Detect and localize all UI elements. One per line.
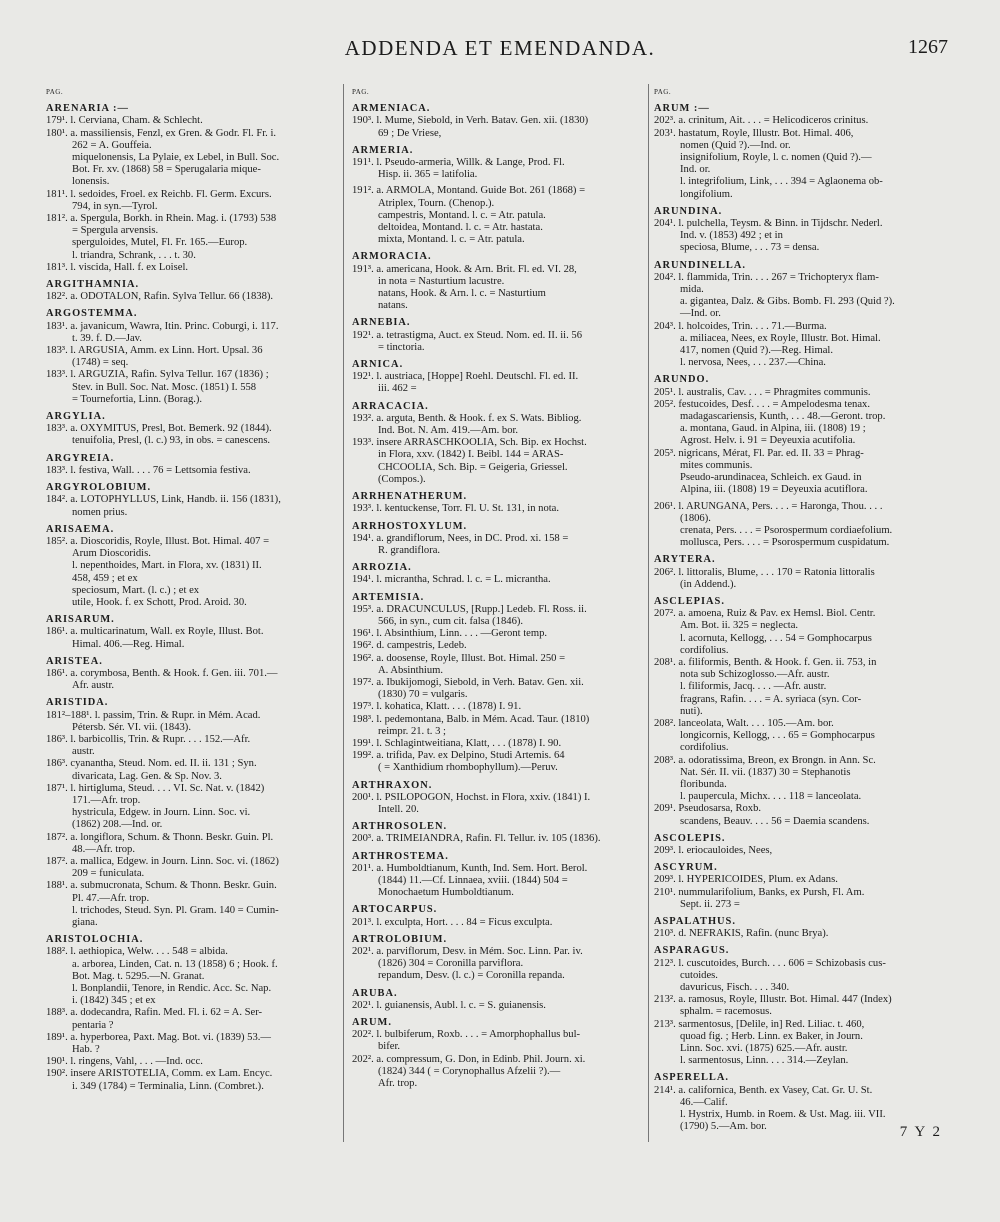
entry-section xyxy=(352,491,644,515)
entry-line: sperguloides, Mutel, Fl. Fr. 165.—Europ. xyxy=(72,237,248,249)
entry-line: 183³. l. ARGUSIA, Amm. ex Linn. Hort. Upsal. 36 xyxy=(46,345,263,357)
entry-line: 210³. d. NEFRAKIS, Rafin. (nunc Brya). xyxy=(654,928,829,940)
genus-heading: ARGYROLOBIUM. xyxy=(46,482,152,494)
entry-line: deltoidea, Montand. l. c. = Atr. hastata. xyxy=(378,222,543,234)
entry-line: campestris, Montand. l. c. = Atr. patula. xyxy=(378,209,546,221)
genus-heading: ARROZIA. xyxy=(352,562,412,574)
column-rule xyxy=(648,84,649,1142)
entry-line: (1862) 208.—Ind. or. xyxy=(72,819,163,831)
entry-line: in nota = Nasturtium lacustre. xyxy=(378,275,505,287)
entry-line: divaricata, Lag. Gen. & Sp. Nov. 3. xyxy=(72,770,222,782)
entry-line: Bot. Mag. t. 5295.—N. Granat. xyxy=(72,970,205,982)
entry-line: 187¹. l. hirtigluma, Steud. . . . VI. Sc. Nat. v. (1842) xyxy=(46,782,265,794)
entry-line: 210¹. nummularifolium, Banks, ex Pursh, Fl. Am. xyxy=(654,886,865,898)
entry-line: 194¹. l. micrantha, Schrad. l. c. = L. micrantha. xyxy=(352,574,551,586)
entry-line: A. Absinthium. xyxy=(378,664,444,676)
entry-section xyxy=(352,592,644,775)
entry-section xyxy=(352,401,644,486)
entry-line: nomen (Quid ?).—Ind. or. xyxy=(680,139,791,151)
entry-line: 196². d. campestris, Ledeb. xyxy=(352,640,467,652)
entry-line: Pl. 47.—Afr. trop. xyxy=(72,892,150,904)
entry-line: Pseudo-arundinacea, Schleich. ex Gaud. in xyxy=(680,472,862,484)
entry-section xyxy=(352,145,644,182)
entry-line: Intell. 20. xyxy=(378,803,419,815)
entry-line: fragrans, Rafin. . . . = A. syriaca (syn. Cor- xyxy=(680,693,862,705)
entry-line: i. (1842) 345 ; et ex xyxy=(72,995,156,1007)
entry-line: 190¹. l. ringens, Vahl, . . . —Ind. occ. xyxy=(46,1056,203,1068)
entry-line: 209¹. Pseudosarsa, Roxb. xyxy=(654,803,762,815)
entry-line: Afr. austr. xyxy=(72,680,115,692)
genus-heading: ARTROLOBIUM. xyxy=(352,933,448,945)
entry-section xyxy=(654,554,954,591)
entry-line: 189¹. a. hyperborea, Paxt. Mag. Bot. vi. (1839) 53.— xyxy=(46,1031,272,1043)
genus-heading: ARUM :— xyxy=(654,103,710,115)
column-3 xyxy=(654,86,954,1166)
entry-section xyxy=(46,934,336,1093)
entry-line: = Spergula arvensis. xyxy=(72,225,159,237)
column-2 xyxy=(352,86,644,1166)
entry-line: 214¹. a. californica, Benth. ex Vasey, Cat. Gr. U. St. xyxy=(654,1084,873,1096)
entry-section xyxy=(46,697,336,929)
entry-line: l. Hystrix, Humb. in Roem. & Ust. Mag. iii. VII. xyxy=(680,1109,886,1121)
entry-line: 181¹. l. sedoides, Froel. ex Reichb. Fl. Germ. Excurs. xyxy=(46,188,272,200)
entry-line: 206¹. l. ARUNGANA, Pers. . . . = Haronga, Thou. . . . xyxy=(654,500,883,512)
entry-line: a. miliacea, Nees, ex Royle, Illustr. Bot. Himal. xyxy=(680,332,881,344)
entry-line: 201³. l. exculpta, Hort. . . . 84 = Ficus exculpta. xyxy=(352,916,553,928)
entry-line: 201¹. a. Humboldtianum, Kunth, Ind. Sem. Hort. Berol. xyxy=(352,862,588,874)
entry-line: cordifolius. xyxy=(680,742,729,754)
entry-line: 262 = A. Gouffeia. xyxy=(72,139,152,151)
entry-line: 209³. l. eriocauloides, Nees, xyxy=(654,844,773,856)
entry-line: 566, in syn., cum cit. falsa (1846). xyxy=(378,615,524,627)
genus-heading: ARISTIDA. xyxy=(46,697,109,709)
entry-line: Bot. Fr. xv. (1868) 58 = Sperugalaria mique- xyxy=(72,164,261,176)
entry-line: repandum, Desv. (l. c.) = Coronilla repanda. xyxy=(378,970,565,982)
entry-line: 184². a. LOTOPHYLLUS, Link, Handb. ii. 156 (1831), xyxy=(46,494,281,506)
entry-line: utile, Hook. f. ex Schott, Prod. Aroid. 30. xyxy=(72,596,247,608)
entry-line: (1826) 304 = Coronilla parviflora. xyxy=(378,958,524,970)
genus-heading: ARMORACIA. xyxy=(352,251,432,263)
entry-line: iii. 462 = xyxy=(378,383,417,395)
entry-line: 181³. l. viscida, Hall. f. ex Loisel. xyxy=(46,261,189,273)
entry-line: 186¹. a. corymbosa, Benth. & Hook. f. Gen. iii. 701.— xyxy=(46,667,278,679)
pag-label: PAG. xyxy=(352,88,370,96)
column-rule xyxy=(343,84,344,1142)
entry-section xyxy=(352,780,644,817)
entry-line: nomen prius. xyxy=(72,506,128,518)
entry-line: 186³. cyanantha, Steud. Nom. ed. II. ii. 131 ; Syn. xyxy=(46,758,257,770)
genus-heading: ARGYREIA. xyxy=(46,452,115,464)
entry-line: = tinctoria. xyxy=(378,341,425,353)
entry-line: cordifolius. xyxy=(680,644,729,656)
entry-section xyxy=(352,821,644,845)
entry-line: 417, nomen (Quid ?).—Reg. Himal. xyxy=(680,345,833,357)
page-number: 1267 xyxy=(908,36,948,58)
genus-heading: ARTHROSOLEN. xyxy=(352,821,448,833)
entry-line: 188³. a. dodecandra, Rafin. Med. Fl. i. 62 = A. Ser- xyxy=(46,1007,263,1019)
entry-line: t. 39. f. D.—Jav. xyxy=(72,332,142,344)
entry-section xyxy=(352,1017,644,1090)
entry-line: Linn. Soc. xvi. (1875) 625.—Afr. austr. xyxy=(680,1043,848,1055)
entry-line: (in Addend.). xyxy=(680,578,737,590)
entry-line: 182². a. ODOTALON, Rafin. Sylva Tellur. 66 (1838). xyxy=(46,291,274,303)
genus-heading: ARUNDINELLA. xyxy=(654,259,746,271)
entry-line: 69 ; De Vriese, xyxy=(378,127,442,139)
entry-line: 200¹. l. PSILOPOGON, Hochst. in Flora, xxiv. (1841) I. xyxy=(352,791,591,803)
entry-line: l. triandra, Schrank, . . . t. 30. xyxy=(72,249,196,261)
entry-line: 198³. l. pedemontana, Balb. in Mém. Acad. Taur. (1810) xyxy=(352,713,590,725)
entry-line: 190². insere ARISTOTELIA, Comm. ex Lam. Encyc. xyxy=(46,1068,273,1080)
entry-line: = Tournefortia, Linn. (Borag.). xyxy=(72,393,203,405)
entry-line: 193³. l. kentuckense, Torr. Fl. U. St. 131, in nota. xyxy=(352,503,560,515)
entry-line: 196². a. doosense, Royle, Illust. Bot. Himal. 250 = xyxy=(352,652,566,664)
entry-line: i. 349 (1784) = Terminalia, Linn. (Combret.). xyxy=(72,1080,264,1092)
entry-line: Ind. v. (1853) 492 ; et in xyxy=(680,230,783,242)
running-title: ADDENDA ET EMENDANDA. xyxy=(344,36,656,60)
genus-heading: ARGITHAMNIA. xyxy=(46,279,140,291)
entry-line: 204³. l. holcoides, Trin. . . . 71.—Burma. xyxy=(654,320,827,332)
entry-line: 208³. a. odoratissima, Breon, ex Brongn. in Ann. Sc. xyxy=(654,754,876,766)
entry-line: mites communis. xyxy=(680,459,753,471)
entry-line: Ind. Bot. N. Am. 419.—Am. bor. xyxy=(378,425,519,437)
genus-heading: ARUBA. xyxy=(352,987,398,999)
entry-line: 188¹. a. submucronata, Schum. & Thonn. Beskr. Guin. xyxy=(46,880,277,892)
genus-heading: ARRACACIA. xyxy=(352,400,429,412)
entry-line: 192¹. l. austriaca, [Hoppe] Roehl. Deutschl. Fl. ed. II. xyxy=(352,371,579,383)
entry-line: 187². a. mallica, Edgew. in Journ. Linn. Soc. vi. (1862) xyxy=(46,855,279,867)
entry-line: natans, Hook. & Arn. l. c. = Nasturtium xyxy=(378,288,546,300)
entry-line: 213². a. ramosus, Royle, Illustr. Bot. Himal. 447 (Index) xyxy=(654,994,892,1006)
entry-line: 195³. a. DRACUNCULUS, [Rupp.] Ledeb. Fl. Ross. ii. xyxy=(352,603,587,615)
entry-line: 206². l. littoralis, Blume, . . . 170 = Ratonia littoralis xyxy=(654,566,875,578)
entry-line: nota sub Schizoglosso.—Afr. austr. xyxy=(680,669,830,681)
genus-heading: ARTOCARPUS. xyxy=(352,904,438,916)
entry-section xyxy=(352,934,644,983)
signature-mark: 7 Y 2 xyxy=(899,1124,942,1140)
entry-line: Monochaetum Humboldtianum. xyxy=(378,887,514,899)
entry-section xyxy=(654,916,954,940)
genus-heading: ARGOSTEMMA. xyxy=(46,308,138,320)
entry-line: (1844) 11.—Cf. Linnaea, xviii. (1844) 504 = xyxy=(378,874,568,886)
entry-line: 202³. a. crinitum, Ait. . . . = Helicodiceros crinitus. xyxy=(654,115,869,127)
entry-section xyxy=(46,308,336,406)
entry-section xyxy=(654,945,954,1067)
entry-line: 183³. l. festiva, Wall. . . . 76 = Lettsomia festiva. xyxy=(46,464,251,476)
entry-section xyxy=(46,482,336,519)
entry-section xyxy=(654,260,954,370)
entry-line: Alpina, iii. (1808) 19 = Deyeuxia acutiflora. xyxy=(680,484,868,496)
entry-line: natans. xyxy=(378,300,408,312)
entry-line: 458, 459 ; et ex xyxy=(72,572,138,584)
entry-line: Afr. trop. xyxy=(378,1078,418,1090)
entry-line: 202¹. l. guianensis, Aubl. l. c. = S. guianensis. xyxy=(352,999,546,1011)
entry-line: 179¹. l. Cerviana, Cham. & Schlecht. xyxy=(46,115,203,127)
entry-line: Agrost. Helv. i. 91 = Deyeuxia acutifolia. xyxy=(680,435,856,447)
genus-heading: ARUNDO. xyxy=(654,374,710,386)
entry-line: 202¹. a. parviflorum, Desv. in Mém. Soc. Linn. Par. iv. xyxy=(352,946,583,957)
entry-line: 205¹. l. australis, Cav. . . . = Phragmites communis. xyxy=(654,386,871,398)
entry-line: 183³. a. OXYMITUS, Presl, Bot. Bemerk. 92 (1844). xyxy=(46,423,272,435)
entry-section xyxy=(46,411,336,448)
entry-line: (1824) 344 ( = Corynophallus Afzelii ?).— xyxy=(378,1065,561,1077)
entry-line: 186¹. a. multicarinatum, Wall. ex Royle, Illust. Bot. xyxy=(46,626,264,638)
genus-heading: ARMENIACA. xyxy=(352,103,431,115)
entry-line: ( = Xanthidium rhombophyllum).—Peruv. xyxy=(378,762,558,774)
entry-line: 191². a. ARMOLA, Montand. Guide Bot. 261 (1868) = xyxy=(352,185,586,197)
entry-line: l. acornuta, Kellogg, . . . 54 = Gomphocarpus xyxy=(680,632,872,644)
column-1 xyxy=(46,86,336,1166)
entry-section xyxy=(46,453,336,477)
entry-line: Am. Bot. ii. 325 = neglecta. xyxy=(680,620,799,632)
entry-line: speciosa, Blume, . . . 73 = densa. xyxy=(680,242,820,254)
pag-label: PAG. xyxy=(654,88,672,96)
entry-line: 196¹. l. Absinthium, Linn. . . . —Geront temp. xyxy=(352,628,548,640)
entry-line: CHCOOLIA, Sch. Bip. = Geigeria, Griessel. xyxy=(378,461,568,473)
entry-line: (Compos.). xyxy=(378,473,426,485)
entry-line: 46.—Calif. xyxy=(680,1096,728,1108)
entry-line: davuricus, Fisch. . . . 340. xyxy=(680,982,790,994)
genus-heading: ASCOLEPIS. xyxy=(654,832,726,844)
entry-line: madagascariensis, Kunth, . . . 48.—Geront. trop. xyxy=(680,411,886,423)
entry-line: 202². a. compressum, G. Don, in Edinb. Phil. Journ. xi. xyxy=(352,1053,586,1065)
genus-heading: ARGYLIA. xyxy=(46,411,106,423)
entry-line: insignifolium, Royle, l. c. nomen (Quid ?).— xyxy=(680,152,872,164)
entry-line: 183³. l. ARGUZIA, Rafin. Sylva Tellur. 167 (1836) ; xyxy=(46,369,269,381)
entry-line: 199². a. trifida, Pav. ex Delpino, Studi Artemis. 64 xyxy=(352,750,565,762)
entry-line: 193². a. arguta, Benth. & Hook. f. ex S. Wats. Bibliog. xyxy=(352,412,582,424)
entry-line: l. integrifolium, Link, . . . 394 = Aglaonema ob- xyxy=(680,176,883,188)
entry-line: longifolium. xyxy=(680,188,733,200)
entry-section xyxy=(654,206,954,255)
entry-line: Himal. 406.—Reg. Himal. xyxy=(72,638,185,650)
entry-line: reimpr. 21. t. 3 ; xyxy=(378,725,446,737)
genus-heading: ARTEMISIA. xyxy=(352,591,425,603)
entry-section xyxy=(654,374,954,496)
entry-line: 207². a. amoena, Ruiz & Pav. ex Hemsl. Biol. Centr. xyxy=(654,608,876,620)
entry-line: R. grandiflora. xyxy=(378,544,441,556)
entry-line: 205². festucoides, Desf. . . . = Ampelodesma tenax. xyxy=(654,398,870,410)
entry-line: mida. xyxy=(680,284,704,296)
entry-line: l. filiformis, Jacq. . . . —Afr. austr. xyxy=(680,681,827,693)
entry-line: (1790) 5.—Am. bor. xyxy=(680,1121,767,1133)
entry-line: quoad fig. ; Herb. Linn. ex Baker, in Journ. xyxy=(680,1030,863,1042)
genus-heading: ARNICA. xyxy=(352,359,404,371)
entry-line: crenata, Pers. . . . = Psorospermum cordiaefolium. xyxy=(680,524,893,536)
entry-line: 213³. sarmentosus, [Delile, in] Red. Liliac. t. 460, xyxy=(654,1018,865,1030)
entry-section xyxy=(352,317,644,354)
entry-line: 193³. insere ARRASCHKOOLIA, Sch. Bip. ex Hochst. xyxy=(352,437,587,449)
entry-section xyxy=(352,359,644,396)
entry-line: 197². a. Ibukijomogi, Siebold, in Verh. Batav. Gen. xii. xyxy=(352,676,584,688)
entry-section xyxy=(352,562,644,586)
genus-heading: ARISARUM. xyxy=(46,614,115,626)
entry-line: 200³. a. TRIMEIANDRA, Rafin. Fl. Tellur. iv. 105 (1836). xyxy=(352,833,601,845)
entry-line: scandens, Beauv. . . . 56 = Daemia scandens. xyxy=(680,815,870,827)
entry-line: 209³. l. HYPERICOIDES, Plum. ex Adans. xyxy=(654,874,838,886)
entry-line: longicornis, Kellogg, . . . 65 = Gomphocarpus xyxy=(680,730,875,742)
entry-line: Sept. ii. 273 = xyxy=(680,898,740,910)
entry-line: l. Bonplandii, Tenore, in Rendic. Acc. Sc. Nap. xyxy=(72,983,272,995)
entry-line: speciosum, Mart. (l. c.) ; et ex xyxy=(72,584,200,596)
entry-section xyxy=(46,279,336,303)
entry-line: hystricula, Edgew. in Journ. Linn. Soc. vi. xyxy=(72,807,251,819)
entry-line: miquelonensis, La Pylaie, ex Lebel, in Bull. Soc. xyxy=(72,152,280,164)
entry-line: 203¹. hastatum, Royle, Illustr. Bot. Himal. 406, xyxy=(654,127,854,139)
genus-heading: ARUNDINA. xyxy=(654,205,723,217)
entry-line: Hab. ? xyxy=(72,1044,100,1056)
entry-line: floribunda. xyxy=(680,778,727,790)
entry-line: Hisp. ii. 365 = latifolia. xyxy=(378,169,478,181)
entry-line: 188². l. aethiopica, Welw. . . . 548 = albida. xyxy=(46,946,228,958)
entry-line: —Ind. or. xyxy=(680,308,721,320)
entry-section xyxy=(46,524,336,609)
entry-line: Pétersb. Sér. VI. vii. (1843). xyxy=(72,721,191,733)
genus-heading: ASPERELLA. xyxy=(654,1072,729,1084)
entry-line: Nat. Sér. II. vii. (1837) 30 = Stephanotis xyxy=(680,766,851,778)
entry-line: l. trichodes, Steud. Syn. Pl. Gram. 140 = Cumin- xyxy=(72,904,279,916)
entry-line: 190³. l. Mume, Siebold, in Verh. Batav. Gen. xii. (1830) xyxy=(352,115,589,127)
entry-line: 212³. l. cuscutoides, Burch. . . . 606 = Schizobasis cus- xyxy=(654,957,886,969)
entry-line: 794, in syn.—Tyrol. xyxy=(72,200,158,212)
genus-heading: ASCYRUM. xyxy=(654,862,718,874)
entry-line: 202². l. bulbiferum, Roxb. . . . = Amorphophallus bul- xyxy=(352,1029,581,1041)
entry-line: (1806). xyxy=(680,512,711,524)
genus-heading: ARYTERA. xyxy=(654,554,716,566)
genus-heading: ARTHROSTEMA. xyxy=(352,850,449,862)
entry-line: 180¹. a. massiliensis, Fenzl, ex Gren. & Godr. Fl. Fr. i. xyxy=(46,127,277,139)
entry-line: giana. xyxy=(72,917,98,928)
entry-line: mixta, Montand. l. c. = Atr. patula. xyxy=(378,234,525,246)
genus-heading: ARISAEMA. xyxy=(46,523,115,535)
entry-line: austr. xyxy=(72,746,95,758)
entry-line: 171.—Afr. trop. xyxy=(72,794,141,806)
genus-heading: ASPARAGUS. xyxy=(654,945,730,957)
entry-section xyxy=(654,596,954,828)
entry-line: 192¹. a. tetrastigma, Auct. ex Steud. Nom. ed. II. ii. 56 xyxy=(352,329,583,341)
entry-section xyxy=(352,904,644,928)
entry-line: mollusca, Pers. . . . = Psorospermum cuspidatum. xyxy=(680,537,890,549)
entry-line: 191³. a. americana, Hook. & Arn. Brit. Fl. ed. VI. 28, xyxy=(352,263,577,275)
entry-section xyxy=(352,521,644,558)
entry-section xyxy=(654,501,954,550)
entry-line: 185². a. Dioscoridis, Royle, Illust. Bot. Himal. 407 = xyxy=(46,535,270,547)
genus-heading: ARNEBIA. xyxy=(352,317,411,329)
entry-line: l. nervosa, Nees, . . . 237.—China. xyxy=(680,357,826,369)
entry-line: lonensis. xyxy=(72,176,110,188)
entry-line: a. gigantea, Dalz. & Gibs. Bomb. Fl. 293 (Quid ?). xyxy=(680,296,895,308)
genus-heading: ASCLEPIAS. xyxy=(654,595,725,607)
entry-line: 191¹. l. Pseudo-armeria, Willk. & Lange, Prod. Fl. xyxy=(352,157,565,169)
entry-line: cutoides. xyxy=(680,969,718,981)
entry-section xyxy=(654,862,954,911)
entry-line: Ind. or. xyxy=(680,164,711,176)
entry-line: pentaria ? xyxy=(72,1019,114,1031)
entry-line: a. arborea, Linden, Cat. n. 13 (1858) 6 ; Hook. f. xyxy=(72,958,278,970)
genus-heading: ARMERIA. xyxy=(352,144,414,156)
genus-heading: ASPALATHUS. xyxy=(654,916,736,927)
entry-line: 186³. l. barbicollis, Trin. & Rupr. . . . 152.—Afr. xyxy=(46,733,251,745)
entry-line: 204². l. flammida, Trin. . . . 267 = Trichopteryx flam- xyxy=(654,271,879,283)
entry-section xyxy=(352,103,644,140)
entry-line: 187². a. longiflora, Schum. & Thonn. Beskr. Guin. Pl. xyxy=(46,831,274,843)
genus-heading: ARRHOSTOXYLUM. xyxy=(352,520,468,532)
entry-line: 181²–188¹. l. passim, Trin. & Rupr. in Mém. Acad. xyxy=(46,709,261,721)
entry-line: 205³. nigricans, Mérat, Fl. Par. ed. II. 33 = Phrag- xyxy=(654,447,864,459)
entry-section xyxy=(352,851,644,900)
genus-heading: ARENARIA :— xyxy=(46,103,129,115)
genus-heading: ARISTOLOCHIA. xyxy=(46,934,144,946)
entry-line: l. sarmentosus, Linn. . . . 314.—Zeylan. xyxy=(680,1055,849,1067)
entry-line: tenuifolia, Presl, (l. c.) 93, in obs. = canescens. xyxy=(72,435,271,447)
entry-line: (1748) = seq. xyxy=(72,357,129,369)
entry-section xyxy=(46,103,336,274)
genus-heading: ARRHENATHERUM. xyxy=(352,491,468,503)
entry-line: l. nepenthoides, Mart. in Flora, xv. (1831) II. xyxy=(72,560,262,572)
entry-line: 197³. l. kohatica, Klatt. . . . (1878) I. 91. xyxy=(352,701,522,713)
entry-section xyxy=(654,103,954,201)
entry-line: 181². a. Spergula, Borkh. in Rhein. Mag. i. (1793) 538 xyxy=(46,213,277,225)
entry-line: (1830) 70 = vulgaris. xyxy=(378,689,468,701)
entry-line: 209 = funiculata. xyxy=(72,868,145,880)
entry-line: bifer. xyxy=(378,1041,401,1053)
entry-line: 194¹. a. grandiflorum, Nees, in DC. Prod. xi. 158 = xyxy=(352,532,569,544)
entry-line: 199¹. l. Schlagintweitiana, Klatt, . . . (1878) I. 90. xyxy=(352,737,562,749)
entry-line: 208². lanceolata, Walt. . . . 105.—Am. bor. xyxy=(654,717,834,729)
entry-line: 204¹. l. pulchella, Teysm. & Binn. in Tijdschr. Nederl. xyxy=(654,218,883,230)
entry-section xyxy=(46,614,336,651)
genus-heading: ARISTEA. xyxy=(46,655,103,667)
entry-line: nuti). xyxy=(680,705,703,717)
pag-label: PAG. xyxy=(46,88,64,96)
entry-line: sphalm. = racemosus. xyxy=(680,1006,772,1018)
genus-heading: ARUM. xyxy=(352,1017,392,1029)
entry-section xyxy=(352,988,644,1012)
entry-line: Arum Dioscoridis. xyxy=(72,548,151,560)
entry-section xyxy=(352,251,644,312)
entry-line: Stev. in Bull. Soc. Nat. Mosc. (1851) I. 558 xyxy=(72,381,257,393)
entry-line: 48.—Afr. trop. xyxy=(72,843,135,855)
entry-section xyxy=(352,185,644,246)
entry-line: in Flora, xxv. (1842) I. Beibl. 144 = ARAS- xyxy=(378,449,564,461)
entry-line: a. montana, Gaud. in Alpina, iii. (1808) 19 ; xyxy=(680,423,866,435)
entry-section xyxy=(46,656,336,693)
entry-line: l. paupercula, Michx. . . . 118 = lanceolata. xyxy=(680,791,862,803)
entry-line: Atriplex, Tourn. (Chenop.). xyxy=(378,197,495,209)
genus-heading: ARTHRAXON. xyxy=(352,779,433,791)
entry-section xyxy=(654,833,954,857)
entry-line: 183¹. a. javanicum, Wawra, Itin. Princ. Coburgi, i. 117. xyxy=(46,320,279,332)
entry-line: 208¹. a. filiformis, Benth. & Hook. f. Gen. ii. 753, in xyxy=(654,656,877,668)
